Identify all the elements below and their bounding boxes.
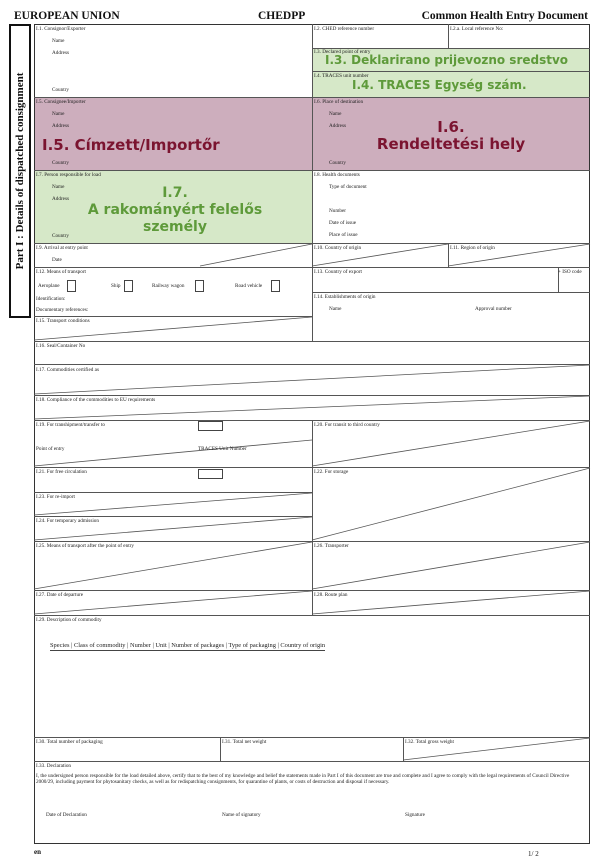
i15-label: I.15. Transport conditions (36, 318, 90, 324)
i12-label: I.12. Means of transport (36, 269, 86, 275)
i2a-label: I.2.a. Local reference No: (450, 26, 504, 32)
i5-overlay: I.5. Címzett/Importőr (42, 136, 220, 154)
i28-label: I.28. Route plan (314, 592, 348, 598)
i12-road: Road vehicle (235, 283, 263, 289)
i9-label: I.9. Arrival at entry point (36, 245, 88, 251)
i5-address: Address (52, 123, 70, 129)
header-doc-code: CHEDPP (258, 10, 306, 22)
i8-place: Place of issue (329, 232, 358, 238)
i18-label: I.18. Compliance of the commodities to EU requirements (36, 397, 156, 403)
i21-checkbox[interactable] (198, 469, 223, 479)
i13-label: I.13. Country of export (314, 269, 362, 275)
i12-identification: Identification: (36, 296, 66, 302)
i4-label: I.4. TRACES unit number (314, 73, 369, 79)
header-eu: EUROPEAN UNION (14, 10, 120, 22)
i33-declaration-text: I, the undersigned person responsible for the load detailed above, certify that to the best of my knowledge and belief the statements made in Part I of this document are true and complete and I agree to comply with the legal requirements of Council Directive 2000/29, including payment for phytosanitary checks, as well as for redispatching consignments, for quarantine of plants, or costs of destruction and disposal if necessary. (36, 773, 570, 786)
i20-label: I.20. For transit to third country (314, 422, 380, 428)
i31-label: I.31. Total net weight (222, 739, 267, 745)
i13-iso: + ISO code (558, 269, 582, 275)
i19-point: Point of entry (36, 446, 65, 452)
i6-address: Address (329, 123, 347, 129)
i30-label: I.30. Total number of packaging (36, 739, 103, 745)
i6-overlay-number: I.6. (437, 118, 465, 136)
i12-ship-checkbox[interactable] (124, 280, 133, 292)
i8-number: Number (329, 208, 346, 214)
i16-label: I.16. Seal/Container No (36, 343, 86, 349)
i33-signatory: Name of signatory (222, 812, 261, 818)
i8-type: Type of document (329, 184, 367, 190)
i3-overlay: I.3. Deklarirano prijevozno sredstvo (325, 53, 569, 67)
i1-name: Name (52, 38, 65, 44)
i19-checkbox[interactable] (198, 421, 223, 431)
i5-name: Name (52, 111, 65, 117)
i29-label: I.29. Description of commodity (36, 617, 102, 623)
i1-address: Address (52, 50, 70, 56)
i7-overlay-line1: A rakományért felelős (87, 202, 263, 218)
i27-label: I.27. Date of departure (36, 592, 84, 598)
i4-overlay: I.4. TRACES Egység szám. (352, 78, 527, 92)
i11-label: I.11. Region of origin (450, 245, 495, 251)
i9-date: Date (52, 257, 62, 263)
i14-label: I.14. Establishments of origin (314, 294, 376, 300)
i6-country: Country (329, 160, 347, 166)
i14-approval: Approval number (475, 306, 512, 312)
i7-overlay-line2: személy (143, 219, 207, 235)
i7-address: Address (52, 196, 70, 202)
i25-label: I.25. Means of transport after the point of entry (36, 543, 134, 549)
i2-label: I.2. CHED reference number (314, 26, 375, 32)
i6-name: Name (329, 111, 342, 117)
i7-label: I.7. Person responsible for load (36, 172, 101, 178)
i12-railway: Railway wagon (152, 283, 185, 289)
i21-label: I.21. For free circulation (36, 469, 87, 475)
i33-label: I.33. Declaration (36, 763, 72, 769)
i29-columns: Species | Class of commodity | Number | Unit | Number of packages | Type of packaging | Country of origin (50, 642, 326, 649)
i12-aeroplane: Aeroplane (38, 283, 60, 289)
i1-country: Country (52, 87, 70, 93)
i7-overlay-number: I.7. (162, 185, 188, 201)
i10-label: I.10. Country of origin (314, 245, 362, 251)
i23-label: I.23. For re-import (36, 494, 75, 500)
i12-ship: Ship (111, 283, 121, 289)
i7-name: Name (52, 184, 65, 190)
i8-label: I.8. Health documents (314, 172, 360, 178)
footer-page: 1/ 2 (528, 850, 539, 858)
i5-country: Country (52, 160, 70, 166)
i6-overlay-title: Rendeltetési hely (376, 135, 526, 153)
i22-label: I.22. For storage (314, 469, 349, 475)
i24-label: I.24. For temporary admission (36, 518, 99, 524)
i12-road-checkbox[interactable] (271, 280, 280, 292)
i8-date: Date of issue (329, 220, 357, 226)
i17-label: I.17. Commodities certified as (36, 367, 99, 373)
i6-label: I.6. Place of destination (314, 99, 364, 105)
i14-name: Name (329, 306, 342, 312)
i7-country: Country (52, 233, 70, 239)
i1-label: I.1. Consignor/Exporter (36, 26, 86, 32)
i33-date: Date of Declaration (46, 812, 87, 818)
footer-lang: en (34, 848, 41, 856)
i26-label: I.26. Transporter (314, 543, 349, 549)
i19-traces: TRACES Unit Number (198, 446, 247, 452)
i19-label: I.19. For transhipment/transfer to (36, 422, 106, 428)
header-doc-title: Common Health Entry Document (421, 10, 588, 22)
i12-docs: Documentary references: (36, 307, 89, 313)
i3-label: I.3. Declared point of entry (314, 49, 371, 55)
i5-label: I.5. Consignee/Importer (36, 99, 86, 105)
part-one-title: Part I : Details of dispatched consignment (14, 72, 26, 270)
i32-label: I.32. Total gross weight (405, 739, 454, 745)
i33-signature: Signature (405, 812, 425, 818)
i12-aeroplane-checkbox[interactable] (67, 280, 76, 292)
i12-railway-checkbox[interactable] (195, 280, 204, 292)
